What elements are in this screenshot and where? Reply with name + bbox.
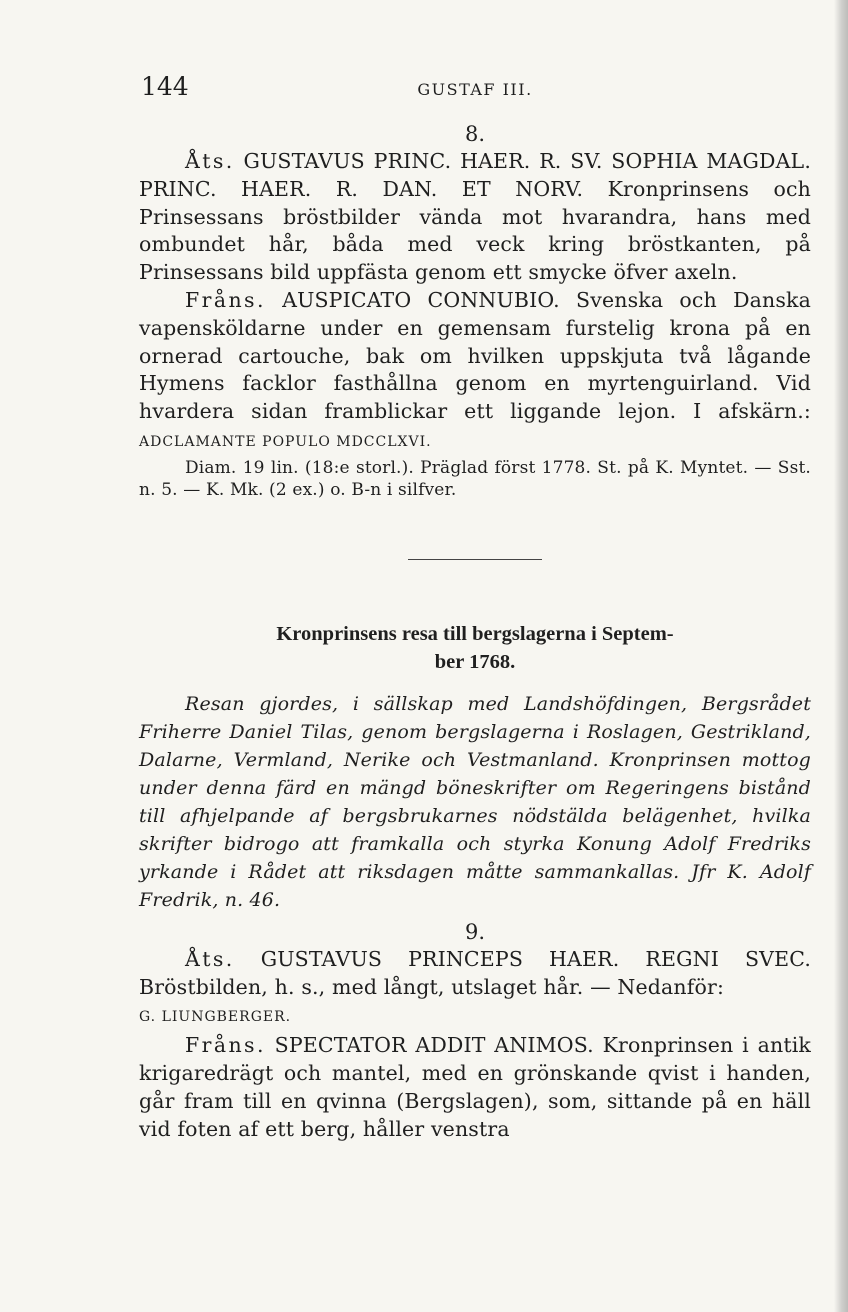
engraver-signature bbox=[139, 1001, 811, 1032]
section-intro: Resan gjordes, i sällskap med Landshöfdingen, Bergsrådet Friherre Daniel Tilas, genom bergslagerna i Roslagen, Gestrikland, Dalarne, Vermland, Nerike och Vestmanland. Kronprinsen mottog under denna färd en mängd böneskrifter om Regeringens bistånd till afhjelpande af bergsbrukarnes nödstälda belägenhet, hvilka skrifter bidrogo att framkalla och styrka Konung Adolf Fredriks yrkande i Rådet att riksdagen måtte sammankallas. Jfr K. Adolf Fredrik, n. 46. bbox=[139, 692, 811, 911]
book-page bbox=[139, 72, 811, 1143]
section-heading-line-1: Kronprinsens resa till bergslagerna i Septem- bbox=[276, 622, 674, 645]
obverse-text: GUSTAVUS PRINC. HAER. R. SV. SOPHIA MAGDAL. PRINC. HAER. R. DAN. ET NORV. Kronprinsens och Prinsessans bröstbilder vända mot hvarandra, hans med ombundet hår, båda med veck kring bröstkanten, på Prinsessans bild uppfästa genom ett smycke öfver axeln. bbox=[139, 149, 811, 285]
page-header bbox=[139, 72, 811, 112]
entry-9-reverse bbox=[139, 1032, 811, 1143]
obverse-label: Åts. bbox=[185, 946, 235, 971]
exergue-legend: ADCLAMANTE POPULO MDCCLXVI. bbox=[139, 433, 432, 450]
entry-8-reverse bbox=[139, 287, 811, 457]
section-divider bbox=[408, 559, 542, 560]
reverse-label: Fråns. bbox=[185, 1033, 266, 1058]
engraver-name: G. LIUNGBERGER. bbox=[139, 1009, 292, 1026]
section-heading-line-2: ber 1768. bbox=[434, 650, 516, 673]
reverse-text: SPECTATOR ADDIT ANIMOS. Kronprinsen i antik krigaredrägt och mantel, med en grönskande qvist i handen, går fram till en qvinna (Bergslagen), som, sittande på en häll vid foten af ett berg, håller venstra bbox=[139, 1033, 811, 1141]
reverse-text: AUSPICATO CONNUBIO. Svenska och Danska vapensköldarne under en gemensam furstelig krona på en ornerad cartouche, bak om hvilken uppskjuta två lågande Hymens facklor fasthållna genom en myrtenguirland. Vid hvardera sidan framblickar ett liggande lejon. I afskärn.: bbox=[139, 287, 812, 424]
page-number: 144 bbox=[141, 72, 189, 101]
entry-9-obverse bbox=[139, 946, 811, 1002]
page-edge bbox=[834, 0, 848, 1312]
entry-8-obverse bbox=[139, 148, 811, 287]
entry-number-9: 9. bbox=[464, 919, 486, 944]
reverse-label: Fråns. bbox=[185, 287, 266, 312]
section-heading bbox=[139, 620, 811, 676]
entry-8-details: Diam. 19 lin. (18:e storl.). Präglad först 1778. St. på K. Myntet. — Sst. n. 5. — K. Mk. (2 ex.) o. B-n i silfver. bbox=[139, 457, 811, 500]
entry-number-8: 8. bbox=[464, 122, 486, 146]
obverse-text: GUSTAVUS PRINCEPS HAER. REGNI SVEC. Bröstbilden, h. s., med långt, utslaget hår. — Nedanför: bbox=[139, 946, 811, 999]
obverse-label: Åts. bbox=[185, 149, 235, 173]
running-title: GUSTAF III. bbox=[417, 80, 533, 99]
